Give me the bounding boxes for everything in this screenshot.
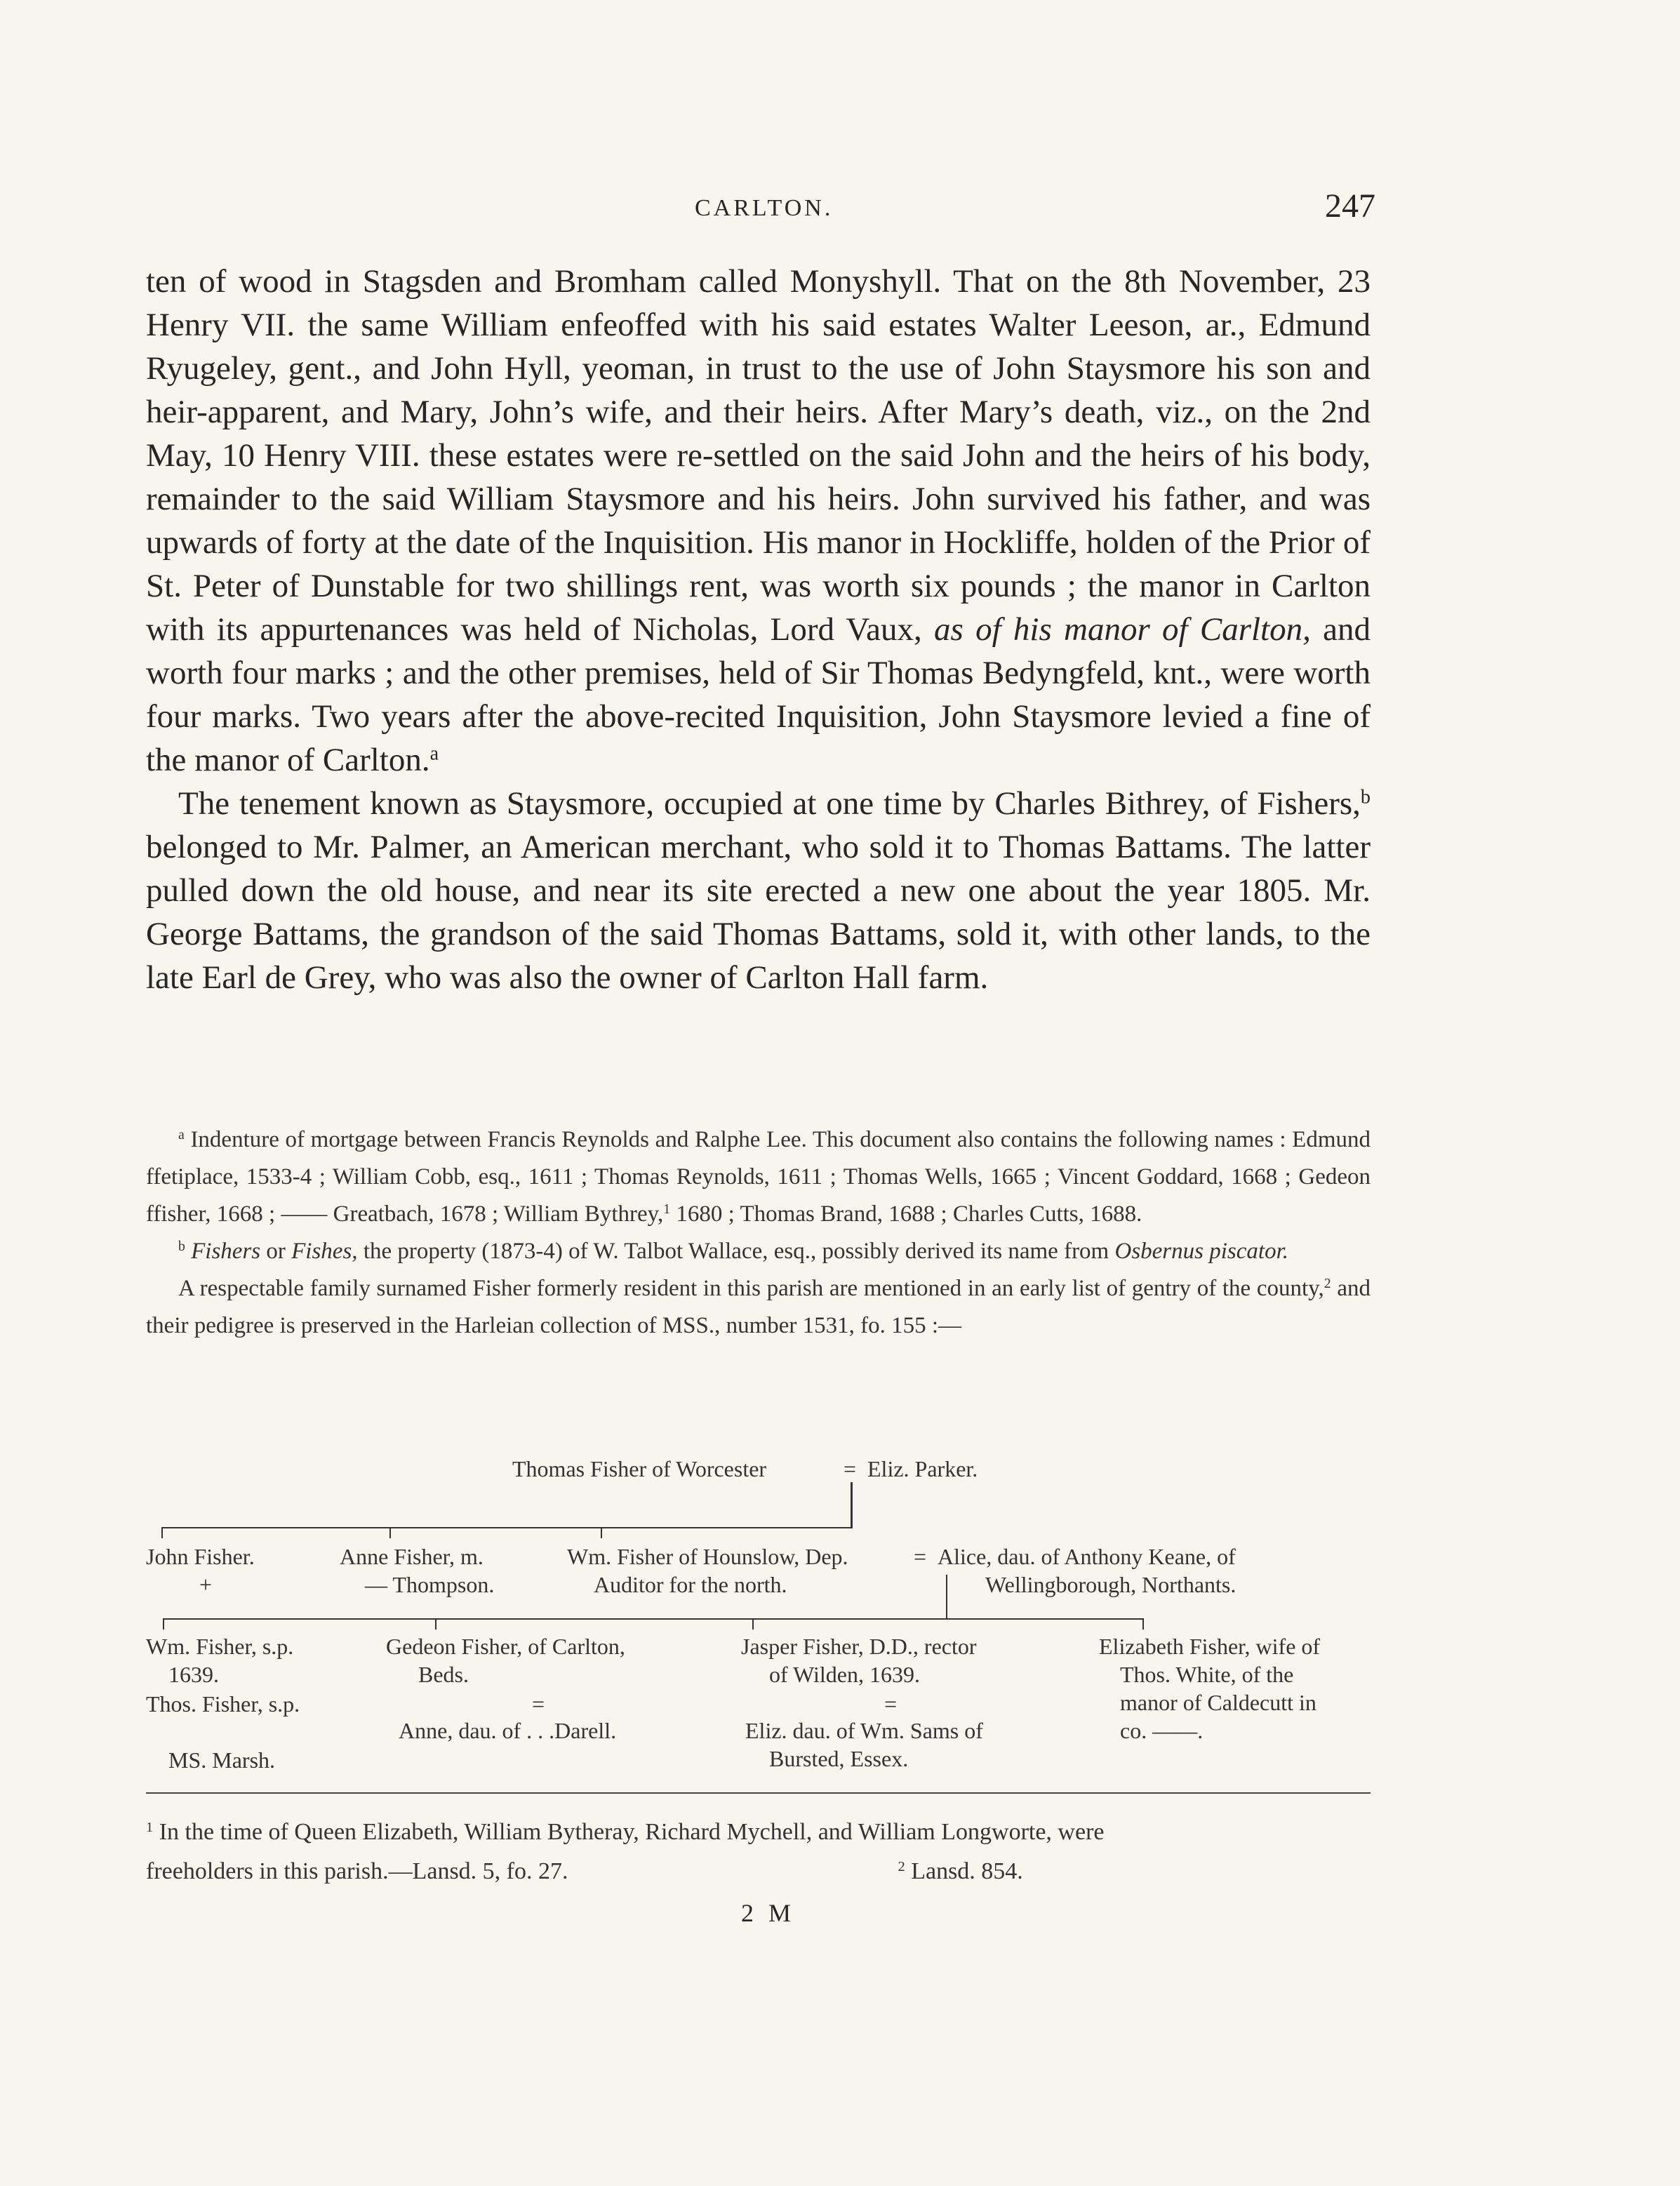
ped-tick-anne (389, 1527, 391, 1538)
paragraph-1 (146, 260, 1371, 782)
ped-wm2-2: 1639. (168, 1662, 219, 1687)
ped-wm-spouse-1: Alice, dau. of Anthony Keane, of (938, 1544, 1236, 1569)
ped-eliz-4: co. ——. (1120, 1718, 1204, 1743)
ped-gedeon-wife: Anne, dau. of . . .Darell. (399, 1718, 617, 1743)
footnote-b (146, 1233, 1371, 1270)
footnote-b-italic-3: Osbernus piscator. (1114, 1239, 1289, 1264)
ped-wm-descent-line (946, 1575, 947, 1618)
ped-john: John Fisher. (146, 1544, 255, 1569)
footnote-b-mark: b (178, 1239, 185, 1255)
ped-gen1-bar (161, 1527, 853, 1528)
paragraph-2-text-b: belonged to Mr. Palmer, an American merchant, who sold it to Thomas Battams. The latter pulled down the old house, and near its site erected a new one about the year 1805. Mr. George Battams, the grandson of the said Thomas Battams, sold it, with other lands, to the late Earl de Grey, who was also the owner of Carlton Hall farm. (146, 829, 1371, 996)
ped-gedeon-eq: = (532, 1691, 545, 1717)
ped-wm-spouse-2: Wellingborough, Northants. (985, 1572, 1236, 1597)
footnote-a-text-3: 1680 ; Thomas Brand, 1688 ; Charles Cutts, 1688. (676, 1201, 1142, 1227)
ped-tick-eliz (1142, 1618, 1144, 1629)
lower-note-1 (146, 1813, 1371, 1852)
ped-gedeon-2: Beds. (418, 1662, 469, 1687)
footnote-a-text-2: Greatbach, 1678 ; William Bythrey, (333, 1201, 664, 1227)
footnote-a-text-1: Indenture of mortgage between Francis Reynolds and Ralphe Lee. This document also contains the following names : Edmund ffetiplace, 1533-4 ; William Cobb, esq., 1611 ; Thomas Reynolds, 1611 ; Thomas Wells, 1665 ; Vincent Goddard, 1668 ; Gedeon ffisher, 1668 ; (146, 1127, 1371, 1227)
ped-john-descent-mark: + (199, 1572, 213, 1597)
ped-jasper-2: of Wilden, 1639. (769, 1662, 920, 1687)
ped-root-spouse: Eliz. Parker. (867, 1456, 978, 1481)
footnote-b-or: or (266, 1239, 286, 1264)
ped-jasper-eq: = (884, 1691, 898, 1717)
ped-wm-marriage: = (914, 1544, 927, 1569)
lower-footnotes (146, 1813, 1371, 1891)
running-title: CARLTON. (695, 195, 834, 221)
ped-anne-1: Anne Fisher, m. (340, 1544, 484, 1569)
footnote-b-italic-1: Fishers (191, 1239, 261, 1264)
paragraph-1-text-b: and worth four marks ; and the other premises, held of Sir Thomas Bedyngfeld, knt., were worth four marks. Two years after the above-recited Inquisition, John Staysmore levied a fine of the manor of Carlton. (146, 611, 1371, 778)
ped-eliz-3: manor of Caldecutt in (1120, 1690, 1316, 1715)
ped-jasper-1: Jasper Fisher, D.D., rector (741, 1634, 977, 1659)
ped-anne-2: — Thompson. (365, 1572, 495, 1597)
footnote-b-text: the property (1873-4) of W. Talbot Wallace, esq., possibly derived its name from (363, 1239, 1109, 1264)
footnote-c-text-2: and their pedigree is preserved in the Harleian collection of MSS., number 1531, fo. 155 :— (146, 1276, 1371, 1338)
ped-wm-2: Auditor for the north. (594, 1572, 787, 1597)
footnote-b-continued (146, 1270, 1371, 1345)
page-number: 247 (1325, 187, 1375, 225)
ped-thos: Thos. Fisher, s.p. (146, 1691, 300, 1717)
ped-ms-marsh: MS. Marsh. (168, 1747, 276, 1773)
ped-eliz-2: Thos. White, of the (1120, 1662, 1294, 1687)
ped-gen2-bar (163, 1618, 1144, 1620)
ped-tick-gedeon (435, 1618, 436, 1629)
ped-root: Thomas Fisher of Worcester (512, 1456, 767, 1481)
paragraph-1-italic: as of his manor of Carlton, (934, 611, 1311, 648)
ped-tick-john (161, 1527, 163, 1538)
ped-root-marriage: = (844, 1456, 857, 1481)
ped-eliz-1: Elizabeth Fisher, wife of (1099, 1634, 1321, 1659)
ped-tick-wm (601, 1527, 602, 1538)
note-ref-2[interactable]: 2 (1324, 1276, 1331, 1292)
ped-tick-wm2 (163, 1618, 164, 1629)
note-ref-1[interactable]: 1 (663, 1201, 671, 1218)
footnote-a-dash: —— (281, 1201, 328, 1227)
footnote-ref-a[interactable]: a (429, 742, 439, 765)
signature-mark: 2 M (741, 1899, 796, 1927)
ped-wm-1: Wm. Fisher of Hounslow, Dep. (567, 1544, 848, 1569)
footnote-ref-b[interactable]: b (1360, 786, 1371, 808)
footnote-a-mark: a (178, 1127, 185, 1143)
lower-note-1-mark: 1 (146, 1819, 154, 1835)
ped-wm2-1: Wm. Fisher, s.p. (146, 1634, 294, 1659)
footnote-rule (146, 1792, 1371, 1794)
footnote-a (146, 1121, 1371, 1233)
ped-gedeon-1: Gedeon Fisher, of Carlton, (386, 1634, 625, 1659)
lower-note-2-mark: 2 (898, 1858, 905, 1874)
lower-note-1-text-a: In the time of Queen Elizabeth, William Bytheray, Richard Mychell, and William Longworte, were (159, 1819, 1105, 1845)
ped-jasper-wife-2: Bursted, Essex. (769, 1746, 909, 1771)
footnote-c-text-1: A respectable family surnamed Fisher formerly resident in this parish are mentioned in an early list of gentry of the county, (178, 1276, 1324, 1301)
paragraph-2-text-a: The tenement known as Staysmore, occupied at one time by Charles Bithrey, of Fishers, (178, 785, 1361, 822)
lower-note-1-text-b: freeholders in this parish.—Lansd. 5, fo. 27. (146, 1858, 568, 1884)
ped-tick-jasper (752, 1618, 754, 1629)
paragraph-1-text-a: ten of wood in Stagsden and Bromham called Monyshyll. That on the 8th November, 23 Henry VII. the same William enfeoffed with his said estates Walter Leeson, ar., Edmund Ryugeley, gent., and John Hyll, yeoman, in trust to the use of John Staysmore his son and heir-apparent, and Mary, John’s wife, and their heirs. After Mary’s death, viz., on the 2nd May, 10 Henry VIII. these estates were re-settled on the said John and the heirs of his body, remainder to the said William Staysmore and his heirs. John survived his father, and was upwards of forty at the date of the Inquisition. His manor in Hockliffe, holden of the Prior of St. Peter of Dunstable for two shillings rent, was worth six pounds ; the manor in Carlton with its appurtenances was held of Nicholas, Lord Vaux, (146, 263, 1371, 648)
lower-note-2-text: Lansd. 854. (911, 1858, 1023, 1884)
footnotes (146, 1121, 1371, 1345)
paragraph-2 (146, 782, 1371, 999)
ped-jasper-wife-1: Eliz. dau. of Wm. Sams of (745, 1718, 983, 1743)
footnote-b-italic-2: Fishes, (291, 1239, 358, 1264)
ped-root-descent-line (851, 1482, 853, 1528)
main-text (146, 260, 1371, 999)
lower-note-1-continued (146, 1852, 1371, 1891)
